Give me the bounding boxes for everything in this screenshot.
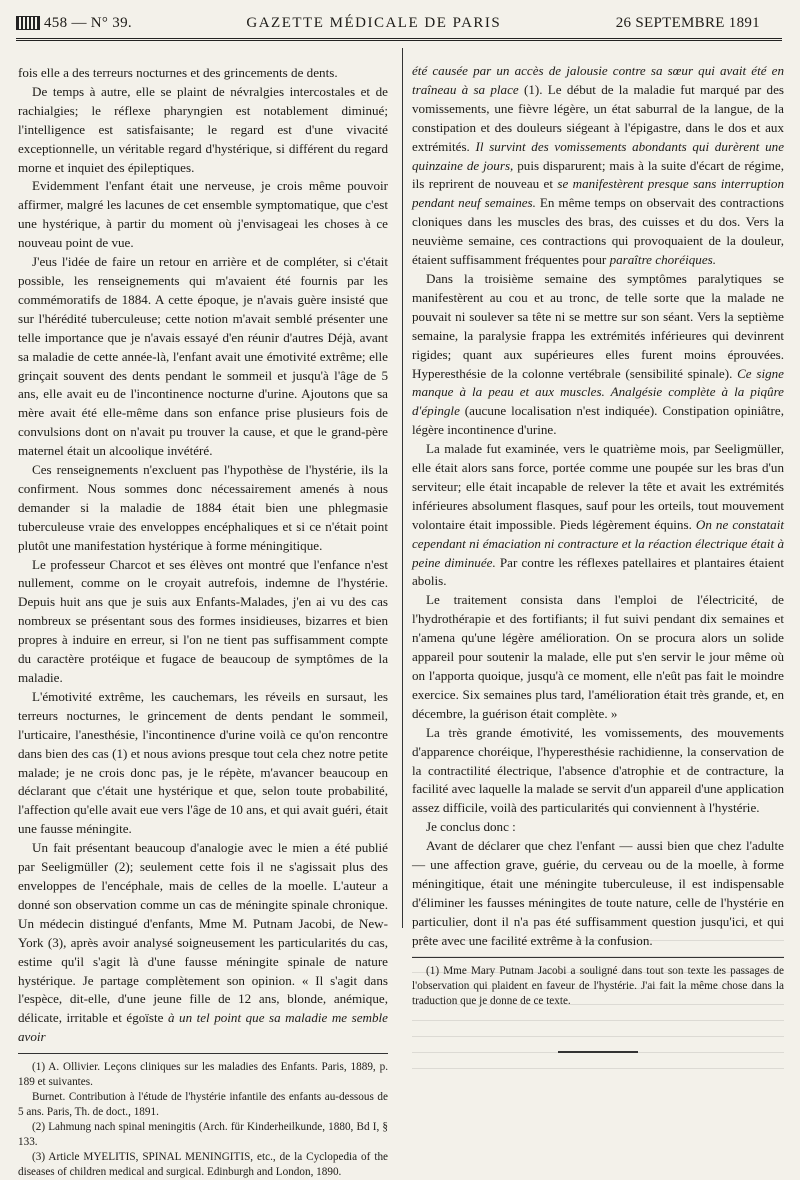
bleed-through-texture <box>412 940 784 1070</box>
text-run: Je conclus donc : <box>426 819 516 835</box>
right-column <box>412 62 784 1053</box>
italic-text: paraître choréiques. <box>609 252 716 268</box>
issue-date: 26 SEPTEMBRE 1891 <box>615 14 760 31</box>
journal-title: GAZETTE MÉDICALE DE PARIS <box>246 14 502 31</box>
page-header <box>16 10 760 36</box>
footnote: (2) Lahmung nach spinal meningitis (Arch. für Kinderheilkunde, 1880, Bd I, § 133. <box>18 1121 388 1149</box>
paragraph <box>412 440 784 591</box>
text-run: De temps à autre, elle se plaint de névralgies intercostales et de rachialgies; le réflexe pharyngien est notablement diminué; l'intelligence est satisfaisante; le regard est d'une vivacité exceptionnelle, un véritable regard d'hystérique, si différent du regard morne et inquiet des épileptiques. <box>18 83 388 175</box>
paragraph <box>18 461 388 556</box>
text-run: fois elle a des terreurs nocturnes et des grincements de dents. <box>18 65 338 80</box>
footnote: Burnet. Contribution à l'étude de l'hystérie infantile des enfants au-dessous de 5 ans. Paris, Th. de doct., 1891. <box>18 1091 388 1119</box>
footnote-rule <box>18 1053 388 1054</box>
footnote: (1) A. Ollivier. Leçons cliniques sur les maladies des Enfants. Paris, 1889, p. 189 et suivantes. <box>18 1061 388 1089</box>
paragraph <box>18 839 388 1047</box>
page-number <box>16 15 132 32</box>
paragraph <box>412 62 784 270</box>
paragraph <box>412 818 784 837</box>
footnote: (1) Mme Mary Putnam Jacobi a souligné dans tout son texte les passages de l'observation qui plaident en faveur de l'hystérie. J'ai fait la même chose dans la traduction que je donne de ce texte. <box>412 964 784 1007</box>
paragraph <box>412 837 784 950</box>
text-run: La très grande émotivité, les vomissements, des mouvements d'apparence choréique, l'hyperesthésie rachidienne, la conservation de la contractilité électrique, l'absence d'atrophie et de contracture, la facilité avec laquelle la malade se servit d'un appareil d'une application assez difficile, voilà des particularités qui conviennent à l'hystérie. <box>412 724 784 816</box>
text-run: Le traitement consista dans l'emploi de l'électricité, de l'hydrothérapie et des fortifiants; il fut suivi pendant dix semaines et n'amena qu'une légère amélioration. On se procura alors un solide appareil pour soutenir la malade, elle put s'en servir le jour même où on l'apporta quoique, jusqu'à ce moment, elle n'eût pas fait le moindre exercice. Six semaines plus tard, l'amélioration était très grande, et, en décembre, la guérison était complète. » <box>412 592 784 721</box>
text-run: J'eus l'idée de faire un retour en arrière et de compléter, si c'était possible, les renseignements qui m'avaient été fournis par les commémoratifs de 1884. A cette époque, je n'avais guère insisté que sur l'hérédité tuberculeuse; cette notion m'avait semblé présenter une telle importance que je n'avais essayé d'en réunir d'autres Déjà, avant sa maladie de cette année-là, l'enfant avait une émotivité extrême; elle grinçait souvent des dents pendant le sommeil et jusqu'à l'âge de 5 ans, elle avait eu de l'incontinence nocturne d'urine. Ajoutons que sa mère avait été elle-même dans son enfance prise plusieurs fois de convulsions dont on n'avait pu trouver la cause, et que le grand-père maternel était un alcoolique invétéré. <box>18 254 388 459</box>
paragraph <box>412 591 784 723</box>
text-run: Un fait présentant beaucoup d'analogie avec le mien a été publié par Seeligmüller (2); seulement cette fois il ne s'agissait plus des enveloppes de l'encéphale, mais de celles de la moelle. L'auteur a donné son observation comme un cas de méningite spinale chronique. Un médecin distingué d'enfants, Mme M. Putnam Jacobi, de New-York (3), après avoir analysé soigneusement les particularités du cas, estime qu'il s'agit là d'une fausse méningite spinale de nature hystérique. Je partage complètement son opinion. « Il s'agit dans l'espèce, dit-elle, d'une jeune fille de 12 ans, blonde, anémique, délicate, irritable et égoïste <box>18 840 388 1026</box>
italic-text: se manifestèrent presque sans interruption pendant neuf semaines. <box>412 176 784 211</box>
italic-text: Il survint des vomissements abondants qui durèrent une quinzaine de jours, <box>412 138 785 173</box>
text-run: En même temps on observait des contractions cloniques dans les muscles des bras, des cuisses et du dos. Vers la neuvième semaine, ces contractions qui provoquaient de la douleur, étaient suffisamment fréquentes pour <box>412 195 784 268</box>
italic-text: On ne constatait cependant ni émaciation ni contracture et la réaction électrique était à peine diminuée. <box>412 516 784 570</box>
paragraph <box>18 83 388 178</box>
text-run: La malade fut examinée, vers le quatrième mois, par Seeligmüller, elle était alors sans force, portée comme une poupée sur les bras d'un serviteur; elle était incapable de relever la tête et avait les extrémités inférieures absolument flasques, sauf pour les orteils, tout mouvement volontaire était impossible. Pieds légèrement équins. <box>412 441 784 532</box>
paragraph <box>18 253 388 461</box>
italic-text: été causée par un accès de jalousie contre sa sœur qui avait été en traîneau à sa place <box>412 63 784 97</box>
italic-text: à un tel point que sa maladie me semble avoir <box>18 1010 388 1045</box>
right-column-body <box>412 62 784 951</box>
text-run: Ces renseignements n'excluent pas l'hypothèse de l'hystérie, ils la confirment. Nous sommes donc nécessairement amenés à nous demander si la maladie de 1884 était bien une phlegmasie tuberculeuse vraie des enveloppes encéphaliques et si ce n'était point plutôt une manifestation hystérique à forme méningitique. <box>18 462 388 553</box>
text-run: Le professeur Charcot et ses élèves ont montré que l'enfance n'est nullement, comme on le croyait autrefois, indemne de l'hystérie. Depuis huit ans que je suis aux Enfants-Malades, j'en ai vu des cas nombreux se présentant sous des formes insidieuses, bizarres et bien propres à induire en erreur, si l'on ne tient pas suffisamment compte du caractère protéique et fugace de beaucoup de symptômes de la maladie. <box>18 556 388 685</box>
italic-text: Ce signe manque à la peau et aux muscles. Analgésie complète à la piqûre d'épingle <box>412 365 784 419</box>
text-run: L'émotivité extrême, les cauchemars, les réveils en sursaut, les terreurs nocturnes, le grincement de dents pendant le sommeil, l'urticaire, l'anesthésie, l'incontinence d'urine voilà ce qu'on rencontre dans bien des cas (1) et nous avions presque tout cela chez notre petite malade; je ne crois donc pas, je le répète, m'avancer beaucoup en déclarant que c'était une hystérique et que, selon toute probabilité, l'affection qu'elle avait eue vers l'âge de 10 ans, et qui avait guéri, était une fausse méningite. <box>18 688 388 837</box>
left-column <box>18 64 388 1180</box>
left-column-body <box>18 64 388 1047</box>
text-run: Dans la troisième semaine des symptômes paralytiques se manifestèrent au cou et au tronc, de telle sorte que la malade ne pouvait ni soulever sa tête ni se mettre sur son séant. Vers la septième semaine, la paralysie frappa les extrémités inférieures qui devinrent rigides; quant aux supérieures elles furent moins éprouvées. Hyperesthésie de la colonne vertébrale (sensibilité spinale). <box>412 270 784 381</box>
footnote: (3) Article MYELITIS, SPINAL MENINGITIS, etc., de la Cyclopedia of the diseases of children medical and surgical. Edinburgh and London, 1890. <box>18 1151 388 1179</box>
paragraph <box>412 270 784 440</box>
paragraph <box>18 177 388 253</box>
ornament-icon <box>16 16 40 30</box>
text-run: puis disparurent; mais à la suite d'écart de régime, ils reprirent de nouveau et <box>412 157 784 192</box>
paragraph <box>18 64 388 83</box>
left-footnotes <box>18 1060 388 1180</box>
column-divider <box>402 48 403 928</box>
text-run: Evidemment l'enfant était une nerveuse, je crois même pouvoir affirmer, malgré les lacunes de cet ensemble symptomatique, que c'est une hystérique, à partir du moment où j'envisageai les choses à ce nouveau point de vue. <box>18 178 388 251</box>
header-rule <box>16 38 782 41</box>
text-run: (aucune localisation n'est indiquée). Constipation opiniâtre, légère incontinence d'urine. <box>412 403 784 438</box>
paragraph <box>412 724 784 819</box>
paragraph <box>18 688 388 839</box>
text-run: Avant de déclarer que chez l'enfant — aussi bien que chez l'adulte — une affection grave, guérie, du cerveau ou de la moelle, à forme méningitique, était une méningite tuberculeuse, il est indispensable d'éliminer les fausses méningites de toute nature, celle de l'hystérie en particulier, dont il n'a pas été suffisamment question jusqu'ici, et qui prête avec une facilité extrême à la confusion. <box>412 838 784 948</box>
page-number-text: 458 — N° 39. <box>44 14 132 31</box>
text-run: (1). Le début de la maladie fut marqué par des vomissements, une fièvre légère, un état saburral de la langue, de la constipation et des douleurs siégeant à l'épigastre, dans le dos et aux extrémités. <box>412 81 784 154</box>
text-run: Par contre les réflexes patellaires et plantaires étaient abolis. <box>412 554 784 589</box>
paragraph <box>18 556 388 688</box>
